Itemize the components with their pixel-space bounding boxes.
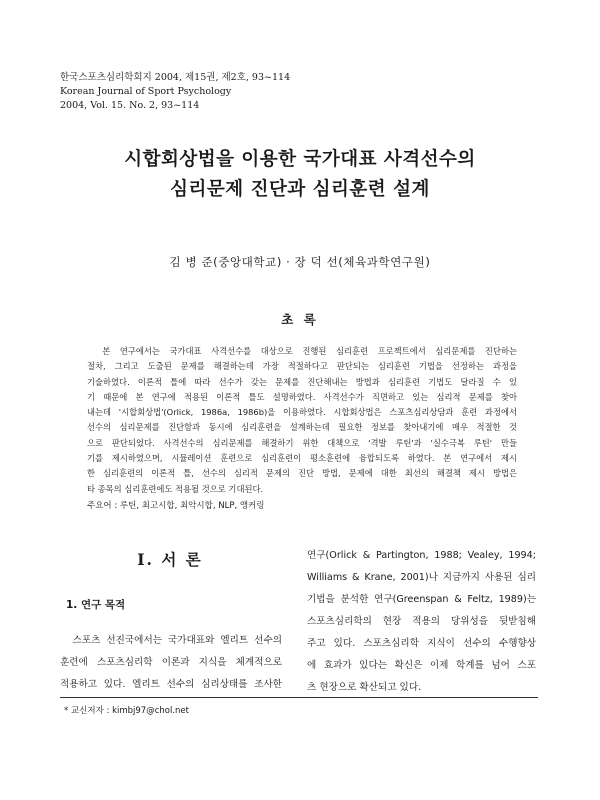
body-column-right: [307, 545, 536, 699]
body-line: 적용하고 있다. 엘리트 선수의 심리상태를 조사한: [60, 679, 282, 690]
abstract-line: 본 연구에서는 국가대표 사격선수를 대상으로 진행된 심리훈련 프로젝트에서 심리문제를 진단하는: [87, 346, 517, 356]
keywords: 주요어 : 루틴, 최고시합, 최악시합, NLP, 앵커링: [87, 501, 265, 511]
abstract-line: 기를 제시하였으며, 시뮬레이션 훈련으로 심리훈련이 평소훈련에 융합되도록 하였다. 본 연구에서 제시: [87, 453, 517, 464]
body-line: 주고 있다. 스포츠심리학 지식이 선수의 수행향상: [307, 638, 536, 649]
body-line: 스포츠심리학의 현장 적용의 당위성을 뒷받침해: [307, 616, 536, 627]
abstract-line: 으로 판단되었다. 사격선수의 심리문제를 해결하기 위한 대책으로 '격발 루틴'과 '실수극복 루틴' 만들: [87, 437, 517, 448]
subsection-heading: 1. 연구 목적: [66, 599, 126, 611]
body-line: 기법을 분석한 연구(Greenspan & Feltz, 1989)는: [307, 594, 536, 605]
body-line: Williams & Krane, 2001)나 지금까지 사용된 심리: [307, 572, 536, 583]
journal-header-line-2: Korean Journal of Sport Psychology: [60, 86, 232, 97]
body-line: 훈련에 스포츠심리학 이론과 지식을 체계적으로: [60, 657, 282, 668]
footnote-divider: [60, 697, 538, 698]
abstract-line: 내는데 '시합회상법'(Orlick, 1986a, 1986b)을 이용하였다. 시합회상법은 스포츠심리상담과 훈련 과정에서: [87, 407, 517, 418]
abstract-line: 기 때문에 본 연구에 적용된 이론적 틀도 설명하였다. 사격선수가 직면하고 있는 심리적 문제를 찾아: [87, 391, 517, 402]
journal-header: [60, 71, 290, 113]
body-column-left: [60, 630, 282, 696]
body-line: 스포츠 선진국에서는 국가대표와 엘리트 선수의: [60, 635, 282, 646]
abstract-heading: 초 록: [281, 312, 319, 327]
abstract-body: [87, 344, 517, 497]
body-line: 츠 현장으로 확산되고 있다.: [307, 682, 422, 693]
abstract-line: 선수의 심리문제를 진단함과 동시에 심리훈련을 설계하는데 필요한 정보를 찾아내기에 매우 적절한 것: [87, 422, 517, 433]
abstract-line: 한 심리훈련의 이론적 틀, 선수의 심리적 문제의 진단 방법, 문제에 대한 최선의 해결책 제시 방법은: [87, 468, 517, 479]
footnote: * 교신저자 : kimbj97@chol.net: [64, 706, 189, 716]
paper-title-line-2: 심리문제 진단과 심리훈련 설계: [170, 179, 430, 200]
journal-header-line-1: 한국스포츠심리학회지 2004, 제15권, 제2호, 93~114: [60, 72, 291, 83]
abstract-line: 기술하였다. 이론적 틀에 따라 선수가 갖는 문제를 진단해내는 방법과 심리훈련 기법도 달라질 수 있: [87, 376, 517, 387]
abstract-line: 절차, 그리고 도출된 문제를 해결하는데 가장 적절하다고 판단되는 심리훈련 기법을 선정하는 과정을: [87, 361, 517, 372]
paper-title-line-1: 시합회상법을 이용한 국가대표 사격선수의: [124, 149, 476, 170]
author-list: 김 병 준(중앙대학교) · 장 덕 선(체육과학연구원): [169, 255, 431, 269]
journal-header-line-3: 2004, Vol. 15. No. 2, 93~114: [60, 100, 200, 111]
body-line: 연구(Orlick & Partington, 1988; Vealey, 1994;: [307, 550, 536, 561]
section-heading: I. 서 론: [137, 550, 203, 569]
body-line: 에 효과가 있다는 확신은 이제 학계를 넘어 스포: [307, 660, 536, 671]
abstract-line: 타 종목의 심리훈련에도 적용될 것으로 기대된다.: [87, 483, 264, 494]
